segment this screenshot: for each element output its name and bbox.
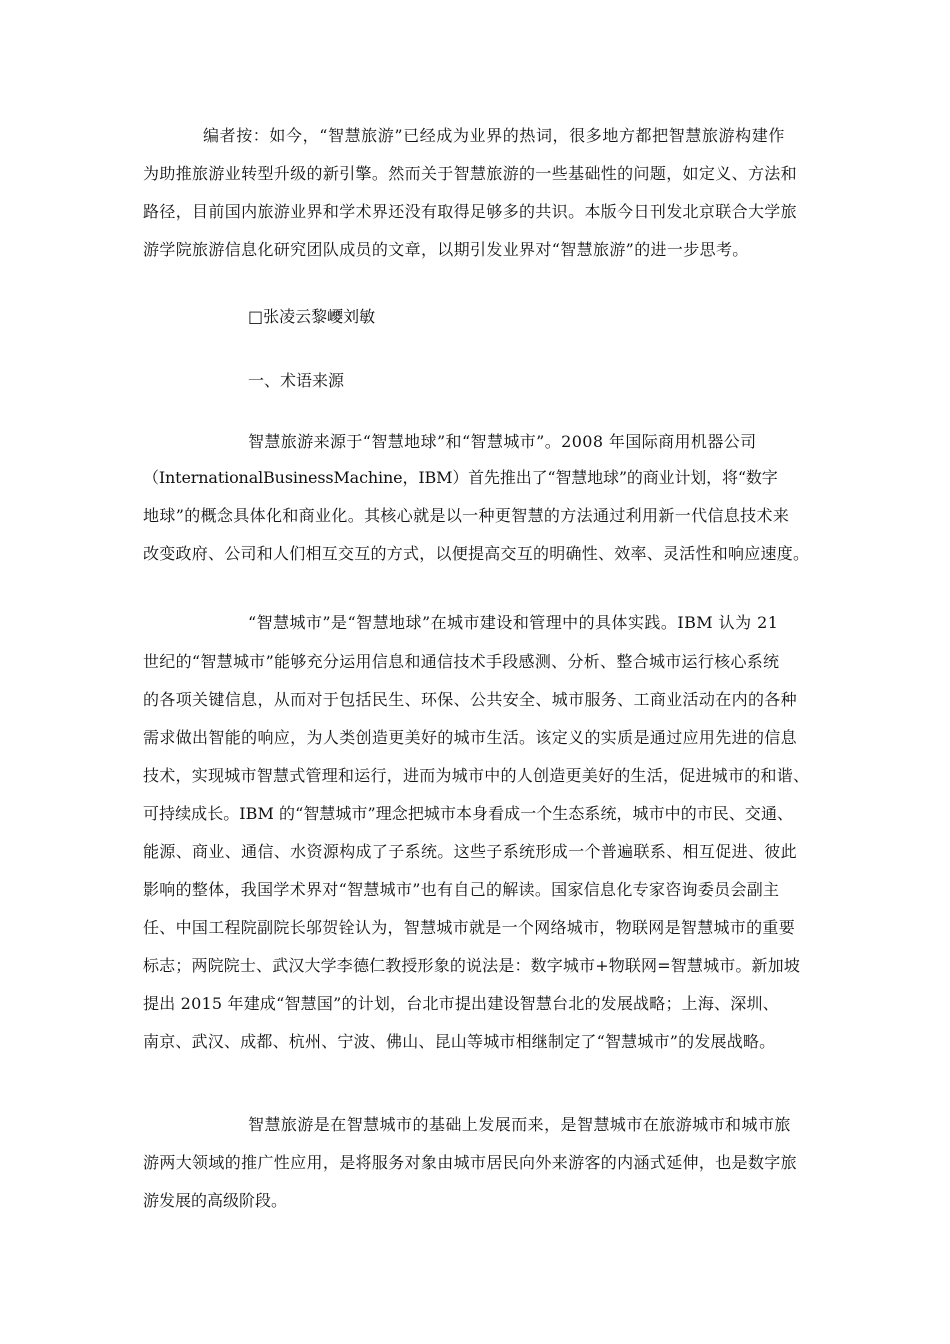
editor-note-line: 为助推旅游业转型升级的新引擎。然而关于智慧旅游的一些基础性的问题，如定义、方法和 — [143, 164, 798, 183]
editor-note-line: 路径，目前国内旅游业界和学术界还没有取得足够多的共识。本版今日刊发北京联合大学旅 — [143, 202, 798, 221]
paragraph-line: 提出 2015 年建成“智慧国”的计划，台北市提出建设智慧台北的发展战略；上海、深圳、 — [143, 994, 779, 1013]
paragraph-line: 影响的整体，我国学术界对“智慧城市”也有自己的解读。国家信息化专家咨询委员会副主 — [143, 880, 780, 899]
paragraph-line: 改变政府、公司和人们相互交互的方式，以便提高交互的明确性、效率、灵活性和响应速度。 — [143, 544, 810, 563]
paragraph-line: “智慧城市”是“智慧地球”在城市建设和管理中的具体实践。IBM 认为 21 — [248, 613, 779, 632]
editor-note-line: 编者按：如今，“智慧旅游”已经成为业界的热词，很多地方都把智慧旅游构建作 — [203, 126, 785, 145]
author-line: □张凌云黎巎刘敏 — [248, 307, 376, 326]
paragraph-line: 需求做出智能的响应，为人类创造更美好的城市生活。该定义的实质是通过应用先进的信息 — [143, 728, 798, 747]
paragraph-line: 可持续成长。IBM 的“智慧城市”理念把城市本身看成一个生态系统，城市中的市民、交通、 — [143, 804, 794, 823]
paragraph-line: 标志；两院院士、武汉大学李德仁教授形象的说法是：数字城市+物联网=智慧城市。新加坡 — [143, 956, 800, 975]
paragraph-line: 游两大领域的推广性应用，是将服务对象由城市居民向外来游客的内涵式延伸，也是数字旅 — [143, 1153, 798, 1172]
paragraph-line: 南京、武汉、成都、杭州、宁波、佛山、昆山等城市相继制定了“智慧城市”的发展战略。 — [143, 1032, 776, 1051]
section-heading: 一、术语来源 — [248, 371, 345, 390]
paragraph-line: 智慧旅游是在智慧城市的基础上发展而来，是智慧城市在旅游城市和城市旅 — [248, 1115, 791, 1134]
paragraph-line: 能源、商业、通信、水资源构成了子系统。这些子系统形成一个普遍联系、相互促进、彼此 — [143, 842, 798, 861]
paragraph-line: （InternationalBusinessMachine，IBM）首先推出了“智慧地球”的商业计划，将“数字 — [143, 468, 778, 487]
paragraph-line: 技术，实现城市智慧式管理和运行，进而为城市中的人创造更美好的生活，促进城市的和谐、 — [143, 766, 810, 785]
paragraph-line: 地球”的概念具体化和商业化。其核心就是以一种更智慧的方法通过利用新一代信息技术来 — [143, 506, 790, 525]
editor-note-line: 游学院旅游信息化研究团队成员的文章，以期引发业界对“智慧旅游”的进一步思考。 — [143, 240, 749, 259]
paragraph-line: 智慧旅游来源于“智慧地球”和“智慧城市”。2008 年国际商用机器公司 — [248, 432, 757, 451]
paragraph-line: 世纪的“智慧城市”能够充分运用信息和通信技术手段感测、分析、整合城市运行核心系统 — [143, 652, 780, 671]
paragraph-line: 游发展的高级阶段。 — [143, 1191, 288, 1210]
paragraph-line: 的各项关键信息，从而对于包括民生、环保、公共安全、城市服务、工商业活动在内的各种 — [143, 690, 798, 709]
paragraph-line: 任、中国工程院副院长邬贺铨认为，智慧城市就是一个网络城市，物联网是智慧城市的重要 — [143, 918, 796, 937]
